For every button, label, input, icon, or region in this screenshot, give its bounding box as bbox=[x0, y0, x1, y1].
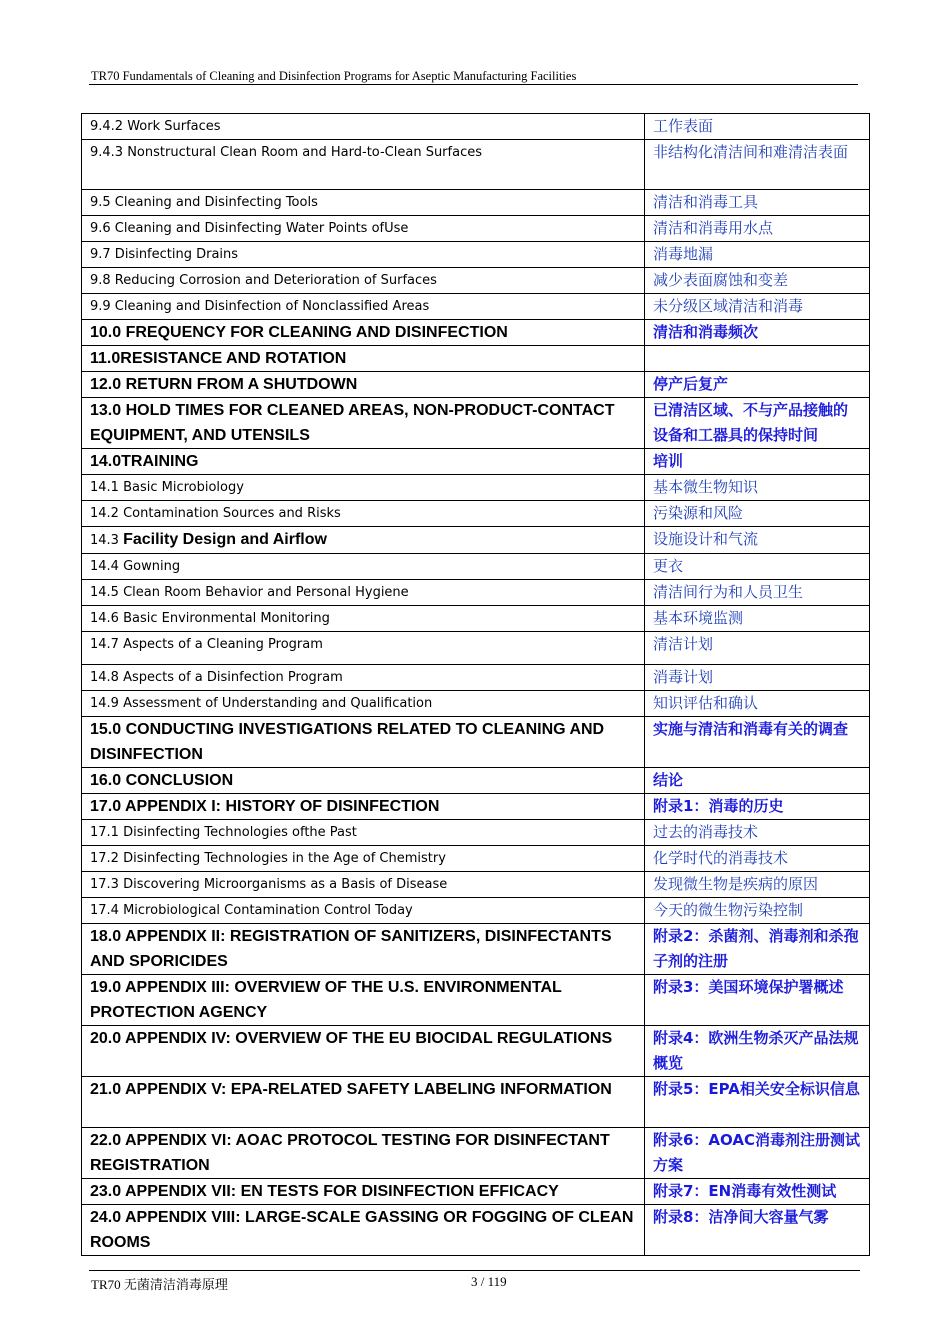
toc-entry-number: 14.3 bbox=[90, 533, 124, 548]
toc-entry-english: 9.6 Cleaning and Disinfecting Water Points ofUse bbox=[82, 216, 645, 242]
toc-entry-chinese: 发现微生物是疾病的原因 bbox=[645, 872, 870, 898]
toc-row bbox=[82, 242, 870, 268]
toc-row bbox=[82, 140, 870, 190]
toc-entry-chinese: 消毒地漏 bbox=[645, 242, 870, 268]
toc-entry-chinese: 附录1：消毒的历史 bbox=[645, 794, 870, 820]
toc-entry-chinese bbox=[645, 346, 870, 372]
toc-entry-chinese: 附录7：EN消毒有效性测试 bbox=[645, 1179, 870, 1205]
toc-entry-chinese: 减少表面腐蚀和变差 bbox=[645, 268, 870, 294]
toc-entry-chinese: 停产后复产 bbox=[645, 372, 870, 398]
toc-entry-english: 20.0 APPENDIX IV: OVERVIEW OF THE EU BIOCIDAL REGULATIONS bbox=[82, 1026, 645, 1077]
toc-entry-english: 9.4.3 Nonstructural Clean Room and Hard-to-Clean Surfaces bbox=[82, 140, 645, 190]
toc-entry-chinese: 消毒计划 bbox=[645, 665, 870, 691]
toc-entry-chinese: 今天的微生物污染控制 bbox=[645, 898, 870, 924]
toc-entry-english: 10.0 FREQUENCY FOR CLEANING AND DISINFECTION bbox=[82, 320, 645, 346]
toc-row bbox=[82, 1128, 870, 1179]
footer-divider bbox=[89, 1270, 860, 1271]
toc-row bbox=[82, 554, 870, 580]
toc-row bbox=[82, 501, 870, 527]
toc-row bbox=[82, 665, 870, 691]
toc-entry-bold-title: Facility Design and Airflow bbox=[123, 531, 327, 548]
toc-entry-chinese: 清洁和消毒工具 bbox=[645, 190, 870, 216]
toc-entry-chinese: 污染源和风险 bbox=[645, 501, 870, 527]
toc-table bbox=[81, 113, 870, 1256]
header-divider bbox=[89, 84, 858, 85]
toc-row bbox=[82, 898, 870, 924]
toc-entry-english: 14.5 Clean Room Behavior and Personal Hygiene bbox=[82, 580, 645, 606]
toc-row bbox=[82, 872, 870, 898]
toc-row bbox=[82, 475, 870, 501]
toc-row bbox=[82, 632, 870, 665]
toc-entry-chinese: 过去的消毒技术 bbox=[645, 820, 870, 846]
toc-entry-chinese: 已清洁区域、不与产品接触的设备和工器具的保持时间 bbox=[645, 398, 870, 449]
toc-row bbox=[82, 768, 870, 794]
toc-entry-english: 17.3 Discovering Microorganisms as a Basis of Disease bbox=[82, 872, 645, 898]
toc-entry-english: 17.2 Disinfecting Technologies in the Age of Chemistry bbox=[82, 846, 645, 872]
toc-row bbox=[82, 268, 870, 294]
toc-entry-english: 14.4 Gowning bbox=[82, 554, 645, 580]
toc-entry-english: 16.0 CONCLUSION bbox=[82, 768, 645, 794]
toc-row bbox=[82, 606, 870, 632]
toc-row bbox=[82, 320, 870, 346]
toc-entry-english: 9.7 Disinfecting Drains bbox=[82, 242, 645, 268]
toc-entry-english bbox=[82, 527, 645, 554]
toc-entry-chinese: 附录2：杀菌剂、消毒剂和杀孢子剂的注册 bbox=[645, 924, 870, 975]
toc-entry-english: 21.0 APPENDIX V: EPA-RELATED SAFETY LABELING INFORMATION bbox=[82, 1077, 645, 1128]
toc-entry-english: 14.8 Aspects of a Disinfection Program bbox=[82, 665, 645, 691]
toc-row bbox=[82, 372, 870, 398]
toc-entry-english: 14.0TRAINING bbox=[82, 449, 645, 475]
toc-row bbox=[82, 398, 870, 449]
toc-entry-english: 9.8 Reducing Corrosion and Deterioration of Surfaces bbox=[82, 268, 645, 294]
page-number: 3 / 119 bbox=[471, 1274, 507, 1289]
toc-row bbox=[82, 190, 870, 216]
toc-row bbox=[82, 846, 870, 872]
toc-entry-english: 9.9 Cleaning and Disinfection of Nonclassified Areas bbox=[82, 294, 645, 320]
toc-entry-chinese: 工作表面 bbox=[645, 114, 870, 140]
toc-row bbox=[82, 820, 870, 846]
toc-entry-chinese: 基本环境监测 bbox=[645, 606, 870, 632]
toc-row bbox=[82, 975, 870, 1026]
toc-row bbox=[82, 717, 870, 768]
toc-entry-chinese: 未分级区域清洁和消毒 bbox=[645, 294, 870, 320]
toc-entry-chinese: 设施设计和气流 bbox=[645, 527, 870, 554]
toc-entry-english: 15.0 CONDUCTING INVESTIGATIONS RELATED TO CLEANING AND DISINFECTION bbox=[82, 717, 645, 768]
toc-entry-chinese: 结论 bbox=[645, 768, 870, 794]
toc-entry-english: 23.0 APPENDIX VII: EN TESTS FOR DISINFECTION EFFICACY bbox=[82, 1179, 645, 1205]
toc-entry-chinese: 清洁和消毒用水点 bbox=[645, 216, 870, 242]
toc-row bbox=[82, 1026, 870, 1077]
toc-entry-english: 13.0 HOLD TIMES FOR CLEANED AREAS, NON-PRODUCT-CONTACT EQUIPMENT, AND UTENSILS bbox=[82, 398, 645, 449]
toc-entry-chinese: 清洁间行为和人员卫生 bbox=[645, 580, 870, 606]
toc-entry-english: 11.0RESISTANCE AND ROTATION bbox=[82, 346, 645, 372]
page-header-title: TR70 Fundamentals of Cleaning and Disinfection Programs for Aseptic Manufacturing Facilities bbox=[91, 69, 577, 83]
toc-row bbox=[82, 294, 870, 320]
toc-row bbox=[82, 216, 870, 242]
toc-entry-chinese: 化学时代的消毒技术 bbox=[645, 846, 870, 872]
toc-entry-english: 9.5 Cleaning and Disinfecting Tools bbox=[82, 190, 645, 216]
toc-entry-chinese: 附录3：美国环境保护署概述 bbox=[645, 975, 870, 1026]
toc-entry-english: 14.9 Assessment of Understanding and Qualification bbox=[82, 691, 645, 717]
toc-row bbox=[82, 691, 870, 717]
toc-row bbox=[82, 1179, 870, 1205]
toc-entry-english: 18.0 APPENDIX II: REGISTRATION OF SANITIZERS, DISINFECTANTS AND SPORICIDES bbox=[82, 924, 645, 975]
toc-entry-english: 17.0 APPENDIX I: HISTORY OF DISINFECTION bbox=[82, 794, 645, 820]
toc-row bbox=[82, 449, 870, 475]
toc-entry-english: 17.4 Microbiological Contamination Control Today bbox=[82, 898, 645, 924]
toc-entry-chinese: 附录5：EPA相关安全标识信息 bbox=[645, 1077, 870, 1128]
toc-entry-chinese: 知识评估和确认 bbox=[645, 691, 870, 717]
toc-entry-chinese: 清洁计划 bbox=[645, 632, 870, 665]
footer-title: TR70 无菌清洁消毒原理 bbox=[91, 1277, 228, 1292]
toc-entry-chinese: 非结构化清洁间和难清洁表面 bbox=[645, 140, 870, 190]
toc-entry-english: 22.0 APPENDIX VI: AOAC PROTOCOL TESTING FOR DISINFECTANT REGISTRATION bbox=[82, 1128, 645, 1179]
toc-entry-english: 17.1 Disinfecting Technologies ofthe Past bbox=[82, 820, 645, 846]
toc-row bbox=[82, 346, 870, 372]
toc-entry-english: 24.0 APPENDIX VIII: LARGE-SCALE GASSING OR FOGGING OF CLEAN ROOMS bbox=[82, 1205, 645, 1256]
toc-row bbox=[82, 114, 870, 140]
toc-row bbox=[82, 1205, 870, 1256]
toc-entry-english: 14.7 Aspects of a Cleaning Program bbox=[82, 632, 645, 665]
toc-entry-english: 14.2 Contamination Sources and Risks bbox=[82, 501, 645, 527]
toc-entry-chinese: 附录4：欧洲生物杀灭产品法规概览 bbox=[645, 1026, 870, 1077]
toc-entry-english: 19.0 APPENDIX III: OVERVIEW OF THE U.S. ENVIRONMENTAL PROTECTION AGENCY bbox=[82, 975, 645, 1026]
toc-entry-english: 14.1 Basic Microbiology bbox=[82, 475, 645, 501]
toc-entry-chinese: 更衣 bbox=[645, 554, 870, 580]
toc-entry-chinese: 实施与清洁和消毒有关的调查 bbox=[645, 717, 870, 768]
toc-entry-chinese: 基本微生物知识 bbox=[645, 475, 870, 501]
toc-row bbox=[82, 924, 870, 975]
toc-row bbox=[82, 527, 870, 554]
toc-entry-chinese: 清洁和消毒频次 bbox=[645, 320, 870, 346]
toc-entry-chinese: 附录8：洁净间大容量气雾 bbox=[645, 1205, 870, 1256]
toc-entry-chinese: 附录6：AOAC消毒剂注册测试方案 bbox=[645, 1128, 870, 1179]
toc-entry-english: 14.6 Basic Environmental Monitoring bbox=[82, 606, 645, 632]
toc-entry-english: 9.4.2 Work Surfaces bbox=[82, 114, 645, 140]
toc-entry-english: 12.0 RETURN FROM A SHUTDOWN bbox=[82, 372, 645, 398]
toc-row bbox=[82, 794, 870, 820]
toc-row bbox=[82, 580, 870, 606]
toc-entry-chinese: 培训 bbox=[645, 449, 870, 475]
toc-row bbox=[82, 1077, 870, 1128]
